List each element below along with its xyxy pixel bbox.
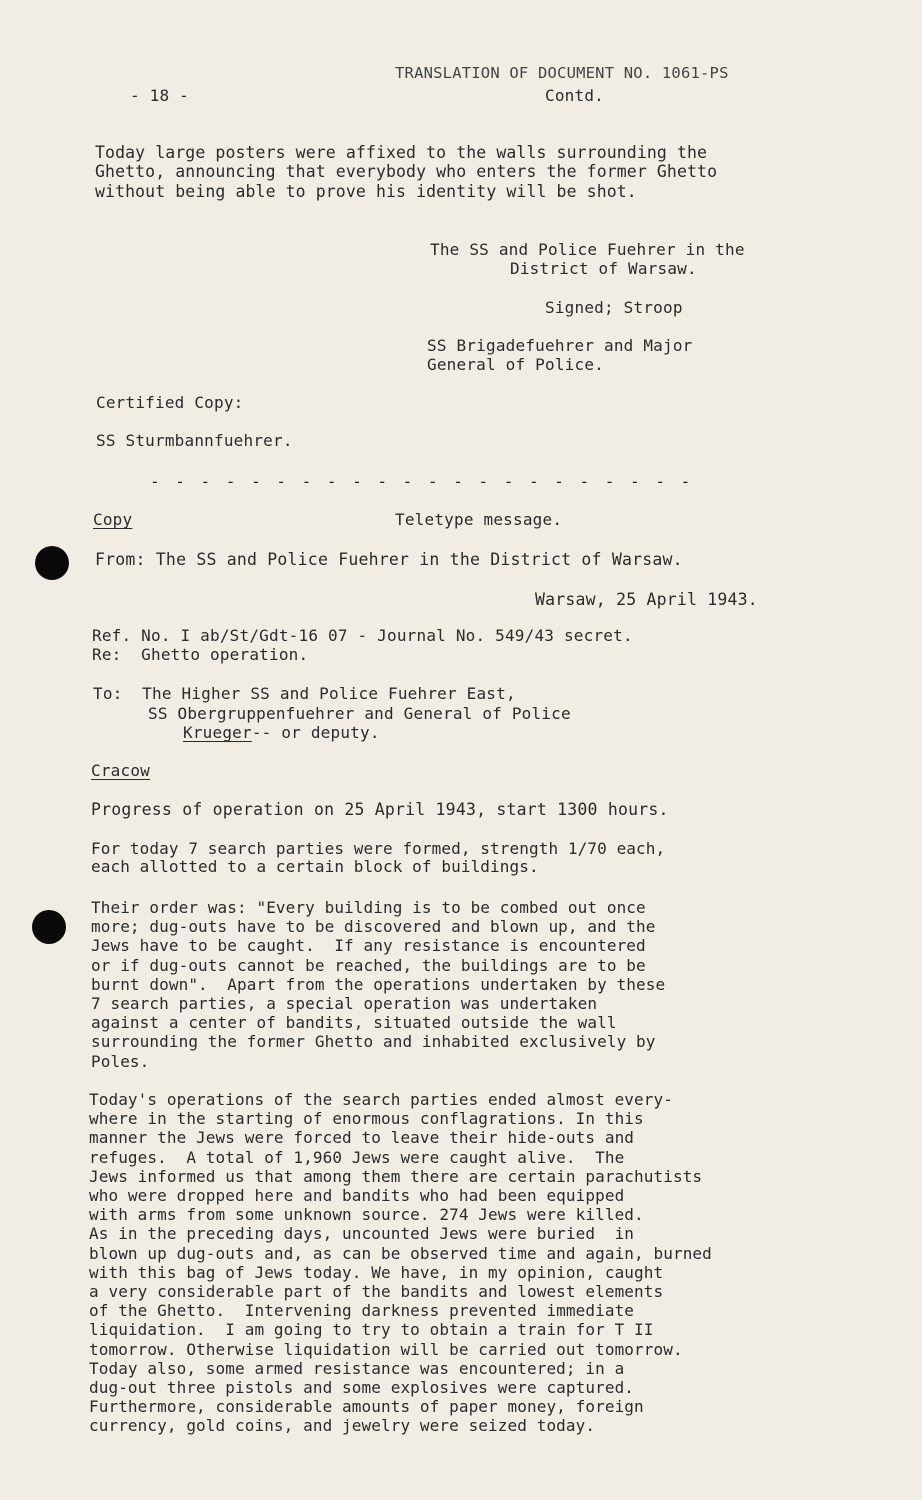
contd-label: Contd.	[545, 86, 604, 105]
orders-line: Their order was: "Every building is to be combed out once	[91, 898, 646, 917]
subject-line: Re: Ghetto operation.	[92, 645, 309, 664]
issuer-line-2: District of Warsaw.	[510, 259, 697, 278]
results-line: liquidation. I am going to try to obtain a train for T II	[89, 1320, 654, 1340]
punch-hole-upper	[35, 546, 69, 580]
orders-line: Jews have to be caught. If any resistance is encountered	[91, 936, 646, 956]
notice-line: without being able to prove his identity will be shot.	[95, 181, 637, 201]
results-line: dug-out three pistols and some explosives were captured.	[89, 1378, 635, 1398]
teletype-title: Teletype message.	[395, 510, 563, 529]
results-line: with this bag of Jews today. We have, in my opinion, caught	[89, 1262, 664, 1282]
orders-line: more; dug-outs have to be discovered and blown up, and the	[91, 917, 656, 937]
destination-city: Cracow	[91, 761, 150, 780]
results-line: currency, gold coins, and jewelry were seized today.	[89, 1416, 596, 1436]
search-parties-line: For today 7 search parties were formed, strength 1/70 each,	[91, 839, 666, 858]
poster-notice	[95, 143, 717, 201]
punch-hole-lower	[32, 910, 66, 944]
notice-line: Ghetto, announcing that everybody who enters the former Ghetto	[95, 162, 718, 182]
results-line: Today also, some armed resistance was encountered; in a	[89, 1358, 625, 1378]
recipient-name: Krueger	[183, 723, 252, 742]
results-line: refuges. A total of 1,960 Jews were caught alive. The	[89, 1147, 625, 1167]
results-line: Today's operations of the search parties ended almost every-	[89, 1090, 673, 1109]
page-number: - 18 -	[130, 86, 189, 105]
results-line: of the Ghetto. Intervening darkness prevented immediate	[89, 1301, 635, 1321]
notice-line: Today large posters were affixed to the walls surrounding the	[95, 143, 708, 162]
orders-line: surrounding the former Ghetto and inhabited exclusively by	[91, 1032, 656, 1052]
results-line: tomorrow. Otherwise liquidation will be carried out tomorrow.	[89, 1339, 683, 1359]
recipient-line-1: To: The Higher SS and Police Fuehrer East,	[93, 684, 516, 703]
date-line: Warsaw, 25 April 1943.	[535, 590, 758, 609]
rank-line-2: General of Police.	[427, 355, 604, 374]
search-parties-line: each allotted to a certain block of buildings.	[91, 857, 539, 876]
orders-line: burnt down". Apart from the operations undertaken by these	[91, 974, 666, 994]
recipient-suffix: -- or deputy.	[251, 723, 380, 742]
certified-copy: Certified Copy:	[96, 393, 244, 412]
results-paragraph	[89, 1090, 712, 1436]
recipient-line-3	[183, 723, 380, 742]
results-line: blown up dug-outs and, as can be observed time and again, burned	[89, 1243, 712, 1263]
recipient-line-2: SS Obergruppenfuehrer and General of Police	[148, 704, 571, 723]
rank-line-1: SS Brigadefuehrer and Major	[427, 336, 693, 355]
copy-label: Copy	[93, 510, 133, 529]
document-title: TRANSLATION OF DOCUMENT NO. 1061-PS	[395, 64, 729, 82]
certifying-officer: SS Sturmbannfuehrer.	[96, 431, 293, 450]
reference-line: Ref. No. I ab/St/Gdt-16 07 - Journal No. 549/43 secret.	[92, 626, 633, 645]
progress-line: Progress of operation on 25 April 1943, start 1300 hours.	[91, 800, 669, 819]
dashed-separator: - - - - - - - - - - - - - - - - - - - - - -	[150, 472, 694, 491]
orders-line: or if dug-outs cannot be reached, the buildings are to be	[91, 955, 646, 975]
results-line: Furthermore, considerable amounts of paper money, foreign	[89, 1397, 644, 1417]
results-line: manner the Jews were forced to leave their hide-outs and	[89, 1128, 635, 1148]
orders-line: against a center of bandits, situated outside the wall	[91, 1013, 617, 1033]
orders-line: 7 search parties, a special operation was undertaken	[91, 994, 598, 1014]
search-parties-paragraph	[91, 840, 665, 876]
orders-paragraph	[91, 898, 665, 1071]
results-line: who were dropped here and bandits who had been equipped	[89, 1186, 625, 1206]
results-line: As in the preceding days, uncounted Jews were buried in	[89, 1224, 635, 1244]
orders-line: Poles.	[91, 1051, 150, 1071]
results-line: with arms from some unknown source. 274 Jews were killed.	[89, 1205, 644, 1225]
signed-line: Signed; Stroop	[545, 298, 683, 317]
results-line: where in the starting of enormous conflagrations. In this	[89, 1109, 644, 1129]
results-line: Jews informed us that among them there are certain parachutists	[89, 1166, 703, 1186]
results-line: a very considerable part of the bandits and lowest elements	[89, 1282, 664, 1302]
from-line: From: The SS and Police Fuehrer in the District of Warsaw.	[95, 550, 683, 569]
issuer-line-1: The SS and Police Fuehrer in the	[430, 240, 745, 259]
